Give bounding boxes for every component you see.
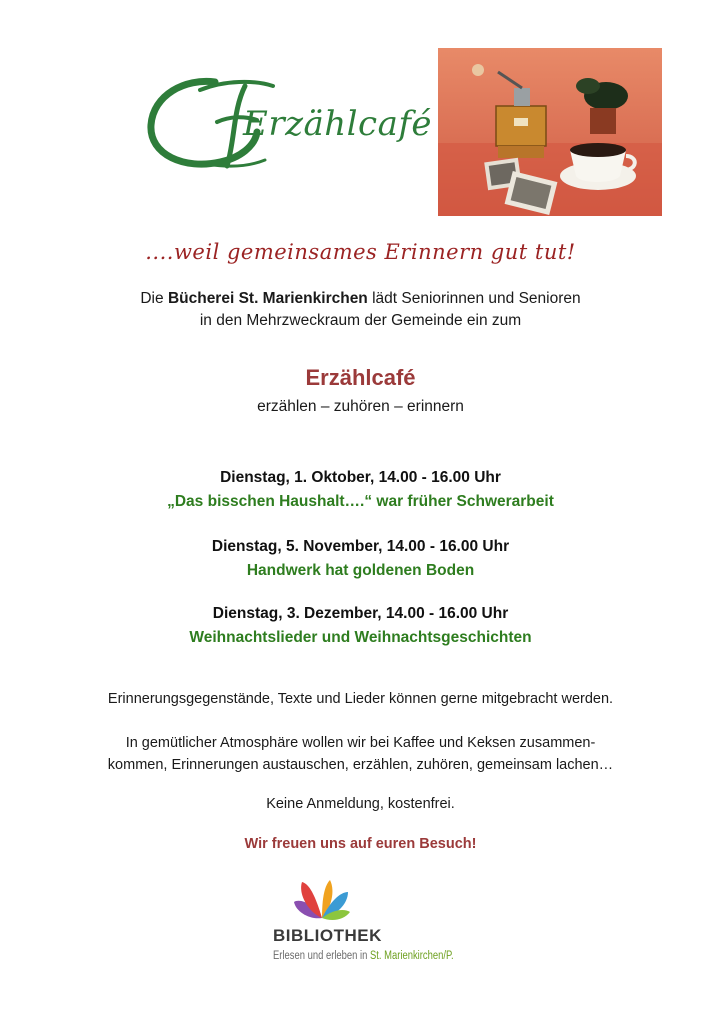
event-topic-3: Weihnachtslieder und Weihnachtsgeschichten xyxy=(189,629,532,646)
event-subtitle: erzählen – zuhören – erinnern xyxy=(257,398,464,415)
coffee-scene-icon xyxy=(438,48,662,216)
butterfly-icon xyxy=(292,878,352,924)
atmosphere-line-2: kommen, Erinnerungen austauschen, erzählen, zuhören, gemeinsam lachen… xyxy=(107,757,614,773)
event-date-1: Dienstag, 1. Oktober, 14.00 - 16.00 Uhr xyxy=(220,469,501,486)
items-info: Erinnerungsgegenstände, Texte und Lieder können gerne mitgebracht werden. xyxy=(107,691,614,707)
library-name: BIBLIOTHEK xyxy=(273,926,382,945)
intro-prefix: Die xyxy=(140,290,168,307)
event-topic-2: Handwerk hat goldenen Boden xyxy=(246,562,475,579)
intro-line-2: in den Mehrzweckraum der Gemeinde ein zum xyxy=(199,312,522,329)
event-date-3: Dienstag, 3. Dezember, 14.00 - 16.00 Uhr xyxy=(212,605,509,622)
closing-line: Wir freuen uns auf euren Besuch! xyxy=(244,836,477,852)
event-date-2: Dienstag, 5. November, 14.00 - 16.00 Uhr xyxy=(211,538,510,555)
intro-line-1-rest: lädt Seniorinnen und Senioren xyxy=(367,290,581,307)
intro-text xyxy=(0,288,721,332)
library-tagline-prefix: Erlesen und erleben in xyxy=(273,950,370,962)
event-title: Erzählcafé xyxy=(305,365,416,390)
logo-wordmark: Erzählcafé xyxy=(243,104,433,144)
erzaehlcafe-logo xyxy=(145,70,433,175)
registration-info: Keine Anmeldung, kostenfrei. xyxy=(266,796,455,812)
intro-line-1 xyxy=(0,288,721,310)
bibliothek-logo xyxy=(270,878,470,973)
coffee-grinder-photo xyxy=(438,48,662,216)
tagline: ....weil gemeinsames Erinnern gut tut! xyxy=(145,240,576,264)
library-place: St. Marienkirchen/P. xyxy=(369,950,454,962)
event-topic-1: „Das bisschen Haushalt….“ war früher Schwerarbeit xyxy=(167,493,554,510)
atmosphere-line-1: In gemütlicher Atmosphäre wollen wir bei Kaffee und Keksen zusammen- xyxy=(125,735,596,751)
host-name: Bücherei St. Marienkirchen xyxy=(167,290,368,307)
library-tagline xyxy=(273,950,454,962)
